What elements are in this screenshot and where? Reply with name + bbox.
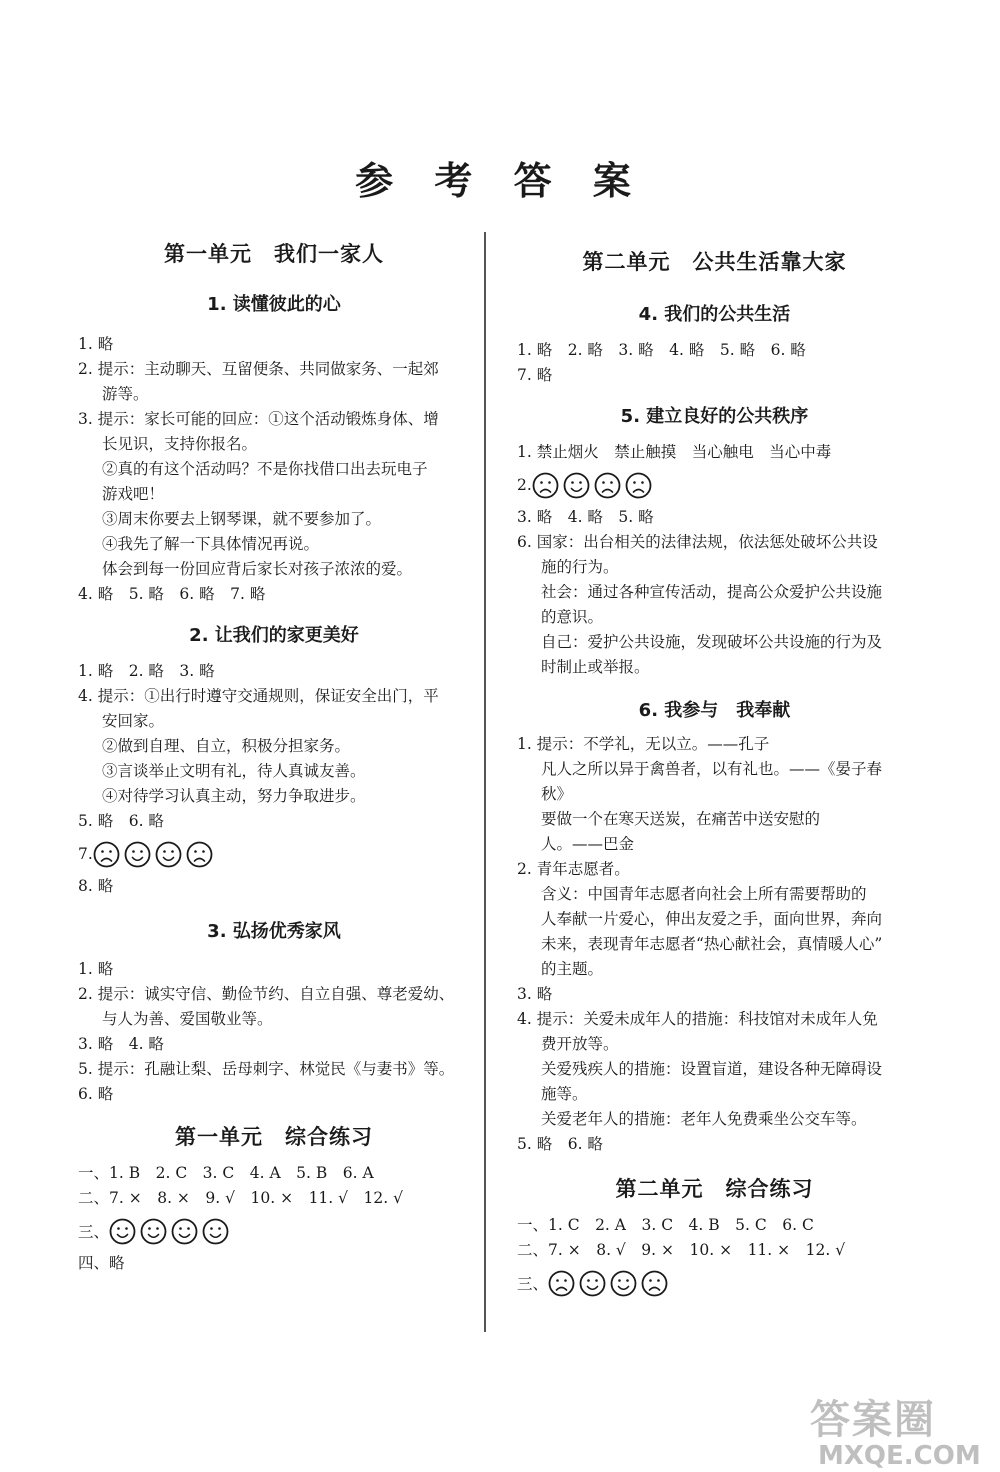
lesson6-title: 6. 我参与 我奉献 — [638, 700, 791, 721]
answer-line: ③言谈举止文明有礼，待人真诚友善。 — [102, 762, 366, 780]
right-column — [517, 232, 912, 1303]
answer-line: 费开放等。 — [541, 1035, 619, 1053]
answer-line: 6. 国家：出台相关的法律法规，依法惩处破坏公共设 — [517, 533, 878, 551]
lesson3-answers — [78, 957, 470, 1107]
lesson4-answers — [517, 338, 912, 388]
answer-line: 8. 略 — [78, 877, 114, 895]
answer-line: 二、7. × 8. √ 9. × 10. × 11. × 12. √ — [517, 1241, 846, 1259]
question-label: 三、 — [78, 1223, 110, 1241]
sad-face-icon — [532, 472, 559, 499]
happy-face-icon — [171, 1218, 198, 1245]
answer-line: 关爱老年人的措施：老年人免费乘坐公交车等。 — [541, 1110, 867, 1128]
answer-line: 1. 略 2. 略 3. 略 — [78, 662, 215, 680]
watermark-url: MXQE.COM — [818, 1441, 981, 1471]
answer-line: 自己：爱护公共设施，发现破坏公共设施的行为及 — [541, 633, 883, 651]
answer-line: 长见识，支持你报名。 — [102, 435, 258, 453]
answer-line: 4. 略 5. 略 6. 略 7. 略 — [78, 585, 266, 603]
sad-face-icon — [93, 841, 120, 868]
sad-face-icon — [641, 1270, 668, 1297]
watermark — [810, 1398, 981, 1470]
unit1-title: 第一单元 我们一家人 — [164, 242, 384, 266]
answer-line: 2. 提示：诚实守信、勤俭节约、自立自强、尊老爱幼、 — [78, 985, 455, 1003]
lesson2-answers — [78, 659, 470, 899]
answer-line: 要做一个在寒天送炭，在痛苦中送安慰的 — [541, 810, 821, 828]
face-row-q2 — [517, 465, 912, 505]
happy-face-icon — [155, 841, 182, 868]
answer-line: 1. 略 2. 略 3. 略 4. 略 5. 略 6. 略 — [517, 341, 806, 359]
answer-line: 四、略 — [78, 1254, 125, 1272]
answer-line: 6. 略 — [78, 1085, 114, 1103]
answer-line: 4. 提示：①出行时遵守交通规则，保证安全出门，平 — [78, 687, 439, 705]
answer-line: 3. 略 4. 略 — [78, 1035, 164, 1053]
question-label: 7. — [78, 845, 93, 863]
happy-face-icon — [579, 1270, 606, 1297]
answer-line: ③周末你要去上钢琴课，就不要参加了。 — [102, 510, 382, 528]
sad-face-icon — [594, 472, 621, 499]
lesson5-answers — [517, 440, 912, 680]
answer-line: ④对待学习认真主动，努力争取进步。 — [102, 787, 366, 805]
happy-face-icon — [124, 841, 151, 868]
face-row-review — [78, 1211, 470, 1251]
answer-line: 1. 略 — [78, 960, 114, 978]
unit2-review-title: 第二单元 综合练习 — [615, 1177, 814, 1201]
answer-line: ②做到自理、自立，积极分担家务。 — [102, 737, 351, 755]
answer-line: 1. 提示：不学礼，无以立。——孔子 — [517, 735, 770, 753]
answer-line: 施的行为。 — [541, 558, 619, 576]
watermark-logo: 答案圈 — [810, 1397, 936, 1443]
lesson1-answers — [78, 332, 470, 607]
answer-line: 2. 提示：主动聊天、互留便条、共同做家务、一起郊 — [78, 360, 439, 378]
answer-line: 1. 禁止烟火 禁止触摸 当心触电 当心中毒 — [517, 443, 832, 461]
sad-face-icon — [625, 472, 652, 499]
lesson6-answers — [517, 732, 912, 1157]
happy-face-icon — [610, 1270, 637, 1297]
answer-line: 5. 提示：孔融让梨、岳母刺字、林觉民《与妻书》等。 — [78, 1060, 455, 1078]
answer-line: 一、1. B 2. C 3. C 4. A 5. B 6. A — [78, 1164, 374, 1182]
answer-line: ④我先了解一下具体情况再说。 — [102, 535, 320, 553]
answer-line: 的意识。 — [541, 608, 604, 626]
answer-line: 未来，表现青年志愿者“热心献社会，真情暖人心” — [541, 935, 883, 953]
unit1-review-title: 第一单元 综合练习 — [175, 1125, 373, 1149]
lesson2-title: 2. 让我们的家更美好 — [189, 625, 359, 646]
face-row-q7 — [78, 834, 470, 874]
answer-line: 4. 提示：关爱未成年人的措施：科技馆对未成年人免 — [517, 1010, 878, 1028]
column-divider — [484, 232, 486, 1332]
answer-line: 3. 略 — [517, 985, 553, 1003]
answer-line: 3. 提示：家长可能的回应：①这个活动锻炼身体、增 — [78, 410, 439, 428]
answer-line: 二、7. × 8. × 9. √ 10. × 11. √ 12. √ — [78, 1189, 403, 1207]
answer-line: ②真的有这个活动吗？不是你找借口出去玩电子 — [102, 460, 428, 478]
answer-line: 3. 略 4. 略 5. 略 — [517, 508, 654, 526]
answer-line: 2. 青年志愿者。 — [517, 860, 630, 878]
question-label: 2. — [517, 476, 532, 494]
left-column — [78, 232, 470, 1276]
unit1-review-answers — [78, 1161, 470, 1276]
answer-line: 含义：中国青年志愿者向社会上所有需要帮助的 — [541, 885, 867, 903]
answer-line: 游等。 — [102, 385, 149, 403]
answer-line: 游戏吧！ — [102, 485, 165, 503]
happy-face-icon — [563, 472, 590, 499]
answer-line: 安回家。 — [102, 712, 165, 730]
lesson5-title: 5. 建立良好的公共秩序 — [620, 406, 809, 427]
page-title: 参 考 答 案 — [355, 159, 645, 203]
answer-line: 施等。 — [541, 1085, 588, 1103]
answer-line: 体会到每一份回应背后家长对孩子浓浓的爱。 — [102, 560, 413, 578]
question-label: 三、 — [517, 1275, 549, 1293]
answer-line: 时制止或举报。 — [541, 658, 650, 676]
answer-line: 1. 略 — [78, 335, 114, 353]
sad-face-icon — [548, 1270, 575, 1297]
happy-face-icon — [109, 1218, 136, 1245]
lesson1-title: 1. 读懂彼此的心 — [207, 294, 341, 315]
answer-line: 7. 略 — [517, 366, 553, 384]
answer-line: 5. 略 6. 略 — [517, 1135, 603, 1153]
happy-face-icon — [202, 1218, 229, 1245]
unit2-review-answers — [517, 1213, 912, 1303]
lesson3-title: 3. 弘扬优秀家风 — [207, 921, 341, 942]
answer-line: 凡人之所以异于禽兽者，以有礼也。——《晏子春 — [541, 760, 883, 778]
answer-line: 人奉献一片爱心，伸出友爱之手，面向世界，奔向 — [541, 910, 883, 928]
answer-line: 秋》 — [541, 785, 573, 803]
answer-line: 5. 略 6. 略 — [78, 812, 164, 830]
unit2-title: 第二单元 公共生活靠大家 — [582, 250, 847, 274]
answer-line: 与人为善、爱国敬业等。 — [102, 1010, 273, 1028]
face-row-review — [517, 1263, 912, 1303]
answer-line: 的主题。 — [541, 960, 604, 978]
sad-face-icon — [186, 841, 213, 868]
answer-line: 关爱残疾人的措施：设置盲道，建设各种无障碍设 — [541, 1060, 883, 1078]
lesson4-title: 4. 我们的公共生活 — [638, 304, 791, 325]
happy-face-icon — [140, 1218, 167, 1245]
answer-line: 人。——巴金 — [541, 835, 635, 853]
answer-line: 社会：通过各种宣传活动，提高公众爱护公共设施 — [541, 583, 883, 601]
answer-line: 一、1. C 2. A 3. C 4. B 5. C 6. C — [517, 1216, 814, 1234]
